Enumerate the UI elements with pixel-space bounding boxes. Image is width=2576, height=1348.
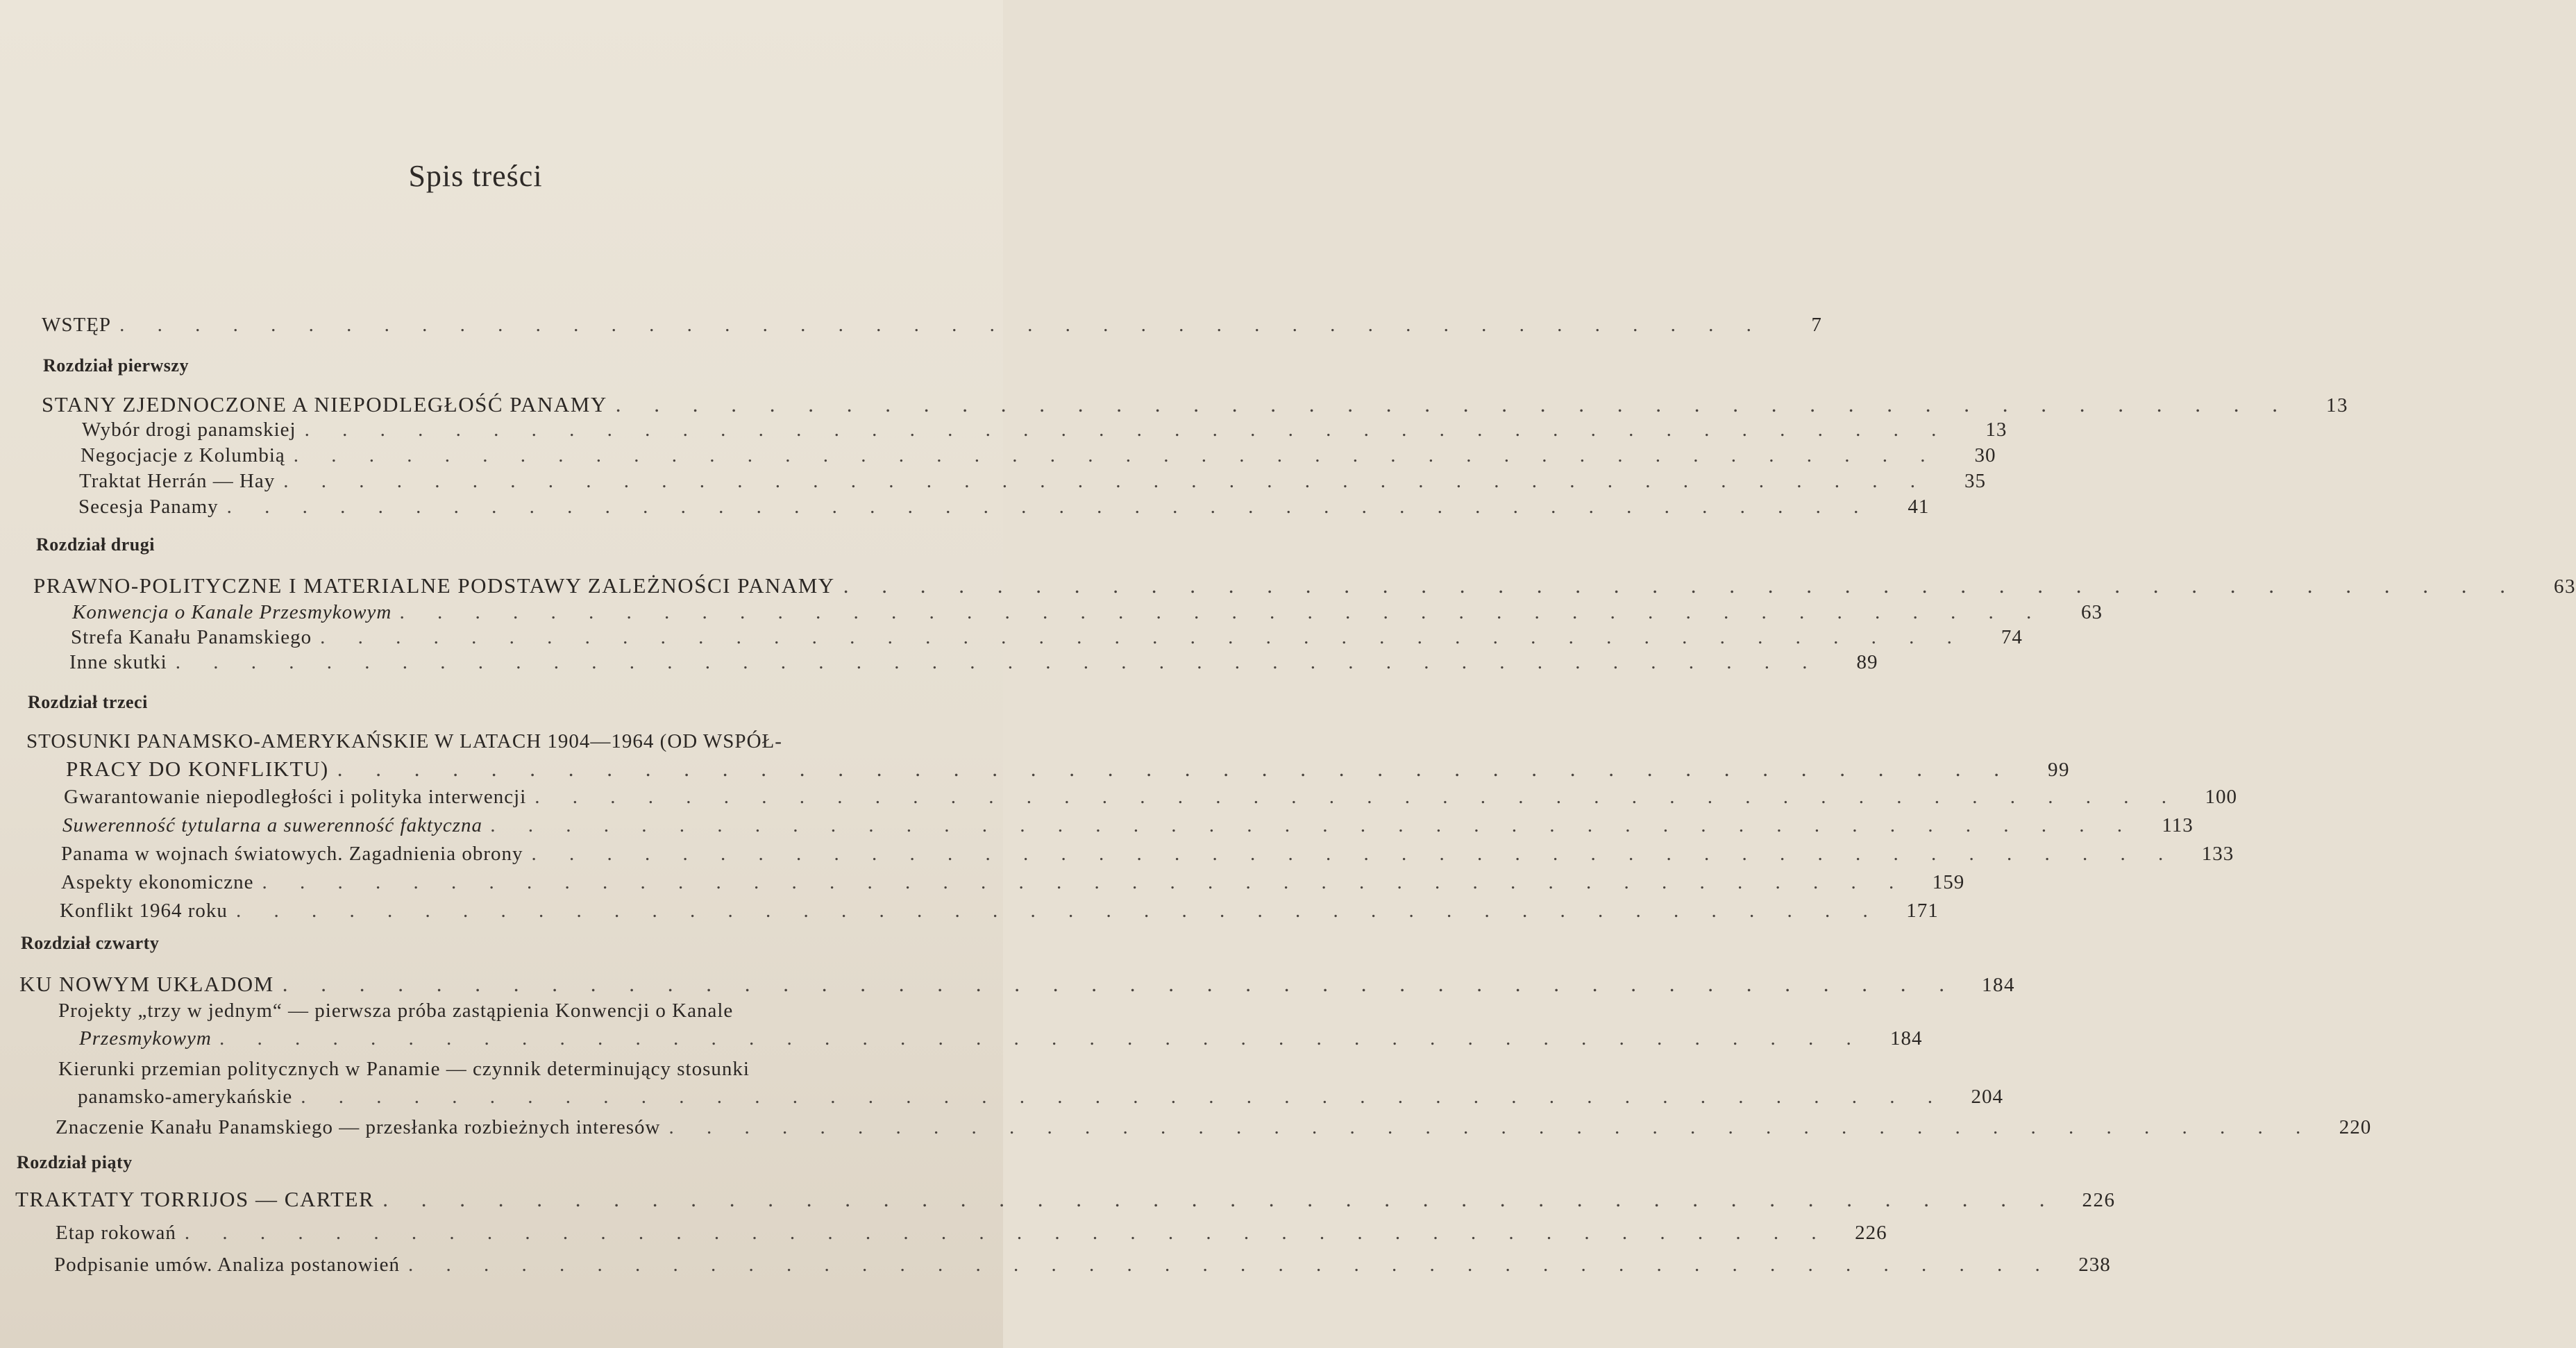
chapter-title-4 xyxy=(19,972,2015,997)
toc-label: Strefa Kanału Panamskiego xyxy=(71,626,312,648)
toc-label: Panama w wojnach światowych. Zagadnienia obrony xyxy=(61,843,523,865)
toc-entry xyxy=(56,1116,2372,1139)
toc-entry xyxy=(61,843,2234,866)
toc-entry xyxy=(54,1254,2111,1277)
chapter-heading-5: Rozdział piąty xyxy=(17,1152,133,1172)
dot-leader: . . . . . . . . . . . . . . . . . . . . . . . . . . . . . . . . . . . . . . . . . . . . xyxy=(293,444,1939,466)
toc-label: PRAWNO-POLITYCZNE I MATERIALNE PODSTAWY ZALEŻNOŚCI PANAMY xyxy=(33,573,835,598)
dot-leader: . . . . . . . . . . . . . . . . . . . . . . . . . . . . . . . . . . . . . . . . . . . . xyxy=(337,757,2013,781)
toc-label: KU NOWYM UKŁADOM xyxy=(19,972,274,996)
dot-leader: . . . . . . . . . . . . . . . . . . . . . . . . . . . . . . . . . . . . . . . . . . . . xyxy=(283,470,1930,492)
chapter-heading-4: Rozdział czwarty xyxy=(21,933,160,953)
dot-leader: . . . . . . . . . . . . . . . . . . . . . . . . . . . . . . . . . . . . . . . . . . . . xyxy=(262,871,1908,893)
toc-label: Suwerenność tytularna a suwerenność faktyczna xyxy=(62,814,483,836)
toc-entry-wstep xyxy=(42,314,1822,337)
toc-label: Traktat Herrán — Hay xyxy=(79,470,276,492)
toc-page-number: 63 xyxy=(2081,601,2103,623)
toc-label: STANY ZJEDNOCZONE A NIEPODLEGŁOŚĆ PANAMY xyxy=(42,392,607,416)
toc-page-number: 238 xyxy=(2078,1254,2111,1276)
toc-entry xyxy=(79,1027,1923,1050)
dot-leader: . . . . . . . . . . . . . . . . . . . . . . . . . . . . . . . . . . . . . . . . . . . . xyxy=(304,419,1951,441)
chapter-heading-1: Rozdział pierwszy xyxy=(43,355,189,376)
toc-label: Etap rokowań xyxy=(56,1222,176,1244)
toc-entry xyxy=(60,900,1939,922)
dot-leader: . . . . . . . . . . . . . . . . . . . . . . . . . . . . . . . . . . . . . . . . . . . . xyxy=(400,601,2046,623)
toc-entry xyxy=(64,786,2238,809)
toc-page-number: 74 xyxy=(2001,626,2023,648)
toc-entry xyxy=(81,444,1996,467)
dot-leader: . . . . . . . . . . . . . . . . . . . . . . . . . . . . . . . . . . . . . . . . . . . . xyxy=(615,392,2292,416)
toc-entry-line-1: Kierunki przemian politycznych w Panamie — czynnik determinujący stosunki xyxy=(58,1058,750,1080)
toc-label: Konwencja o Kanale Przesmykowym xyxy=(72,601,392,623)
toc-label: Negocjacje z Kolumbią xyxy=(81,444,285,466)
toc-entry xyxy=(72,601,2103,624)
toc-entry xyxy=(69,651,1878,674)
toc-page-number: 113 xyxy=(2162,814,2194,836)
dot-leader: . . . . . . . . . . . . . . . . . . . . . . . . . . . . . . . . . . . . . . . . . . . . xyxy=(219,1027,1866,1050)
chapter-title-3-line-1: STOSUNKI PANAMSKO-AMERYKAŃSKIE W LATACH 1904—1964 (OD WSPÓŁ- xyxy=(26,730,782,752)
toc-entry xyxy=(56,1222,1887,1245)
toc-entry xyxy=(62,814,2194,837)
toc-page-number: 13 xyxy=(2326,394,2349,416)
toc-entry-line-1: Projekty „trzy w jednym“ — pierwsza próba zastąpienia Konwencji o Kanale xyxy=(58,1000,734,1022)
toc-label: Secesja Panamy xyxy=(78,496,219,518)
toc-page-number: 204 xyxy=(1971,1086,2004,1108)
toc-page-number: 133 xyxy=(2201,843,2234,865)
toc-label: Inne skutki xyxy=(69,651,167,673)
chapter-heading-3: Rozdział trzeci xyxy=(28,692,148,712)
chapter-title-5 xyxy=(15,1187,2116,1212)
toc-page-number: 13 xyxy=(1985,419,2007,441)
toc-entry xyxy=(78,496,1930,519)
dot-leader: . . . . . . . . . . . . . . . . . . . . . . . . . . . . . . . . . . . . . . . . . . . . xyxy=(119,314,1765,336)
toc-page-number: 184 xyxy=(1890,1027,1923,1050)
toc-label: Znaczenie Kanału Panamskiego — przesłanka rozbieżnych interesów xyxy=(56,1116,661,1138)
toc-page-number: 226 xyxy=(2082,1189,2116,1211)
toc-entry xyxy=(82,419,2007,441)
toc-label: WSTĘP xyxy=(42,314,112,336)
toc-entry xyxy=(78,1086,2004,1109)
toc-label: Gwarantowanie niepodległości i polityka interwencji xyxy=(64,786,527,808)
dot-leader: . . . . . . . . . . . . . . . . . . . . . . . . . . . . . . . . . . . . . . . . . . . . xyxy=(226,496,1873,518)
toc-label: panamsko-amerykańskie xyxy=(78,1086,293,1108)
chapter-title-2 xyxy=(33,573,2576,598)
dot-leader: . . . . . . . . . . . . . . . . . . . . . . . . . . . . . . . . . . . . . . . . . . . . xyxy=(382,1187,2059,1211)
toc-label: Wybór drogi panamskiej xyxy=(82,419,296,441)
dot-leader: . . . . . . . . . . . . . . . . . . . . . . . . . . . . . . . . . . . . . . . . . . . . xyxy=(320,626,1966,648)
toc-page-number: 159 xyxy=(1932,871,1965,893)
toc-page-number: 63 xyxy=(2553,575,2576,598)
toc-entry xyxy=(61,871,1965,894)
toc-entry xyxy=(79,470,1987,493)
toc-label: PRACY DO KONFLIKTU) xyxy=(66,757,329,781)
chapter-heading-2: Rozdział drugi xyxy=(36,534,155,555)
toc-entry xyxy=(71,626,2023,649)
dot-leader: . . . . . . . . . . . . . . . . . . . . . . . . . . . . . . . . . . . . . . . . . . . . xyxy=(531,843,2178,865)
toc-page-number: 100 xyxy=(2205,786,2238,808)
toc-page-number: 99 xyxy=(2047,759,2070,781)
toc-page-number: 41 xyxy=(1908,496,1930,518)
toc-page-number: 220 xyxy=(2339,1116,2372,1138)
dot-leader: . . . . . . . . . . . . . . . . . . . . . . . . . . . . . . . . . . . . . . . . . . . . xyxy=(491,814,2137,836)
toc-page-number: 35 xyxy=(1964,470,1987,492)
toc-page-number: 30 xyxy=(1974,444,1996,466)
dot-leader: . . . . . . . . . . . . . . . . . . . . . . . . . . . . . . . . . . . . . . . . . . . . xyxy=(175,651,1821,673)
dot-leader: . . . . . . . . . . . . . . . . . . . . . . . . . . . . . . . . . . . . . . . . . . . . xyxy=(843,573,2519,598)
dot-leader: . . . . . . . . . . . . . . . . . . . . . . . . . . . . . . . . . . . . . . . . . . . . xyxy=(301,1086,1947,1108)
toc-page-number: 7 xyxy=(1811,314,1822,336)
page-title: Spis treści xyxy=(408,159,543,193)
toc-page-number: 89 xyxy=(1856,651,1878,673)
dot-leader: . . . . . . . . . . . . . . . . . . . . . . . . . . . . . . . . . . . . . . . . . . . . xyxy=(668,1116,2315,1138)
toc-label: Aspekty ekonomiczne xyxy=(61,871,254,893)
toc-label: Konflikt 1964 roku xyxy=(60,900,228,922)
dot-leader: . . . . . . . . . . . . . . . . . . . . . . . . . . . . . . . . . . . . . . . . . . . . xyxy=(235,900,1882,922)
toc-page-number: 184 xyxy=(1981,974,2015,996)
toc-page-number: 171 xyxy=(1906,900,1939,922)
toc-label: Przesmykowym xyxy=(79,1027,212,1050)
toc-page-number: 226 xyxy=(1855,1222,1887,1244)
chapter-title-3-line-2 xyxy=(66,757,2070,782)
toc-label: TRAKTATY TORRIJOS — CARTER xyxy=(15,1187,375,1211)
dot-leader: . . . . . . . . . . . . . . . . . . . . . . . . . . . . . . . . . . . . . . . . . . . . xyxy=(408,1254,2054,1276)
dot-leader: . . . . . . . . . . . . . . . . . . . . . . . . . . . . . . . . . . . . . . . . . . . . xyxy=(534,786,2181,808)
dot-leader: . . . . . . . . . . . . . . . . . . . . . . . . . . . . . . . . . . . . . . . . . . . . xyxy=(184,1222,1830,1244)
dot-leader: . . . . . . . . . . . . . . . . . . . . . . . . . . . . . . . . . . . . . . . . . . . . xyxy=(282,972,1958,996)
toc-label: Podpisanie umów. Analiza postanowień xyxy=(54,1254,401,1276)
chapter-title-1 xyxy=(42,392,2349,417)
